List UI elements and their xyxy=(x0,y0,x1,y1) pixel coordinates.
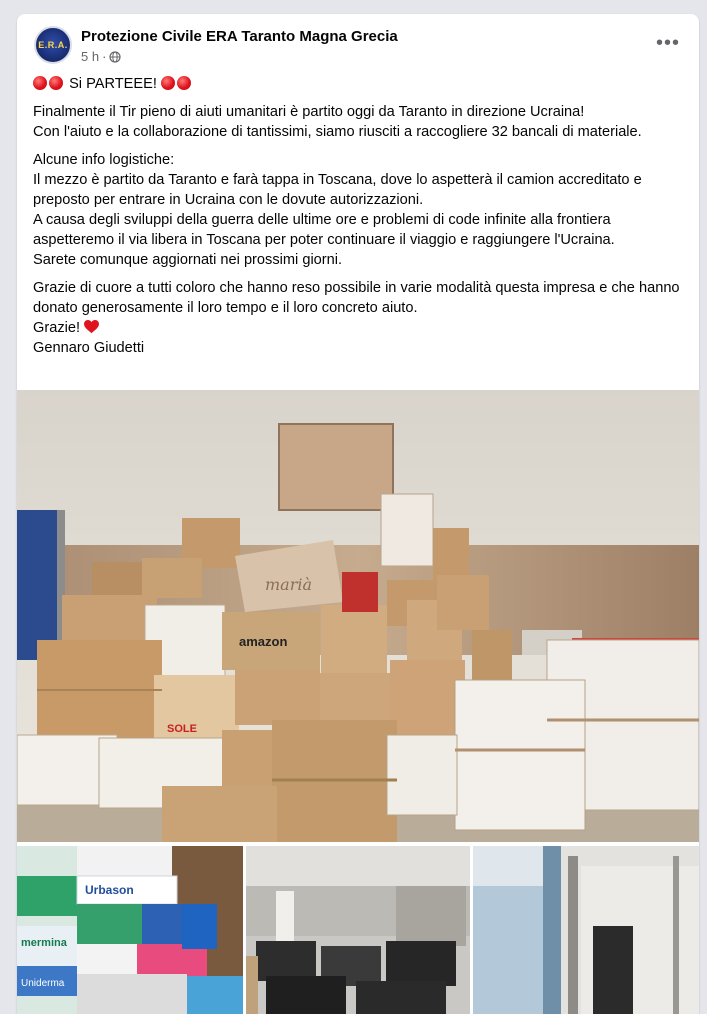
photo-truck[interactable] xyxy=(473,846,699,1014)
more-options-icon: ••• xyxy=(656,32,681,54)
page-avatar[interactable] xyxy=(34,26,72,64)
truck-image xyxy=(473,846,699,1014)
red-circle-emoji xyxy=(161,76,175,90)
sole-label: SOLE xyxy=(167,723,197,735)
red-circle-emoji xyxy=(33,76,47,90)
post-meta xyxy=(81,49,121,64)
main-photo-aid-boxes[interactable] xyxy=(17,390,699,842)
red-circle-emoji xyxy=(49,76,63,90)
post-header xyxy=(17,14,699,74)
warehouse-image xyxy=(246,846,470,1014)
medicine1-label: Urbason xyxy=(85,883,134,897)
post-timestamp[interactable]: 5 h xyxy=(81,49,100,64)
globe-icon[interactable] xyxy=(109,51,121,63)
aid-boxes-image xyxy=(17,390,699,842)
medicines-image xyxy=(17,846,243,1014)
amazon-label: amazon xyxy=(239,634,288,649)
paragraph-logistics: Alcune info logistiche: Il mezzo è partito da Taranto e farà tappa in Toscana, dove lo aspetterà il camion accreditato e preposto per entrare in Ucraina con le dovute autorizzazioni. A causa degli sviluppi della guerra delle ultime ore e problemi di code infinite alla frontiera aspetteremo il via libera in Toscana per poter continuare il viaggio e raggiungere l'Ucraina. Sarete comunque aggiornati nei prossimi giorni. xyxy=(33,152,642,268)
photo-thumbnails-row xyxy=(17,846,699,1014)
heart-icon xyxy=(84,320,99,334)
post-body xyxy=(33,74,685,358)
signature: Gennaro Giudetti xyxy=(33,340,145,356)
photo-warehouse[interactable] xyxy=(246,846,470,1014)
paragraph-thanks xyxy=(33,278,685,358)
meta-separator: · xyxy=(102,49,107,64)
avatar-logo-text: E.R.A. xyxy=(38,40,68,50)
thanks-body: Grazie di cuore a tutti coloro che hanno reso possibile in varie modalità questa impresa e che hanno donato generosamente il loro tempo e il loro concreto aiuto. xyxy=(33,280,680,316)
red-circle-emoji xyxy=(177,76,191,90)
paragraph-departure: Finalmente il Tir pieno di aiuti umanitari è partito oggi da Taranto in direzione Ucraina! Con l'aiuto e la collaborazione di tantissimi, siamo riusciti a raccogliere 32 bancali di materiale. xyxy=(33,104,642,140)
medicine3-label: Uniderma xyxy=(21,978,65,989)
page-name-link[interactable]: Protezione Civile ERA Taranto Magna Grecia xyxy=(81,28,398,45)
headline-line xyxy=(33,74,685,94)
headline-text: Si PARTEEE! xyxy=(69,76,157,92)
more-options-button[interactable] xyxy=(657,32,679,54)
photo-medicines[interactable] xyxy=(17,846,243,1014)
medicine2-label: mermina xyxy=(21,937,67,949)
post-card xyxy=(17,14,699,1014)
thanks-short: Grazie! xyxy=(33,320,81,336)
bag-label: marià xyxy=(265,575,313,594)
